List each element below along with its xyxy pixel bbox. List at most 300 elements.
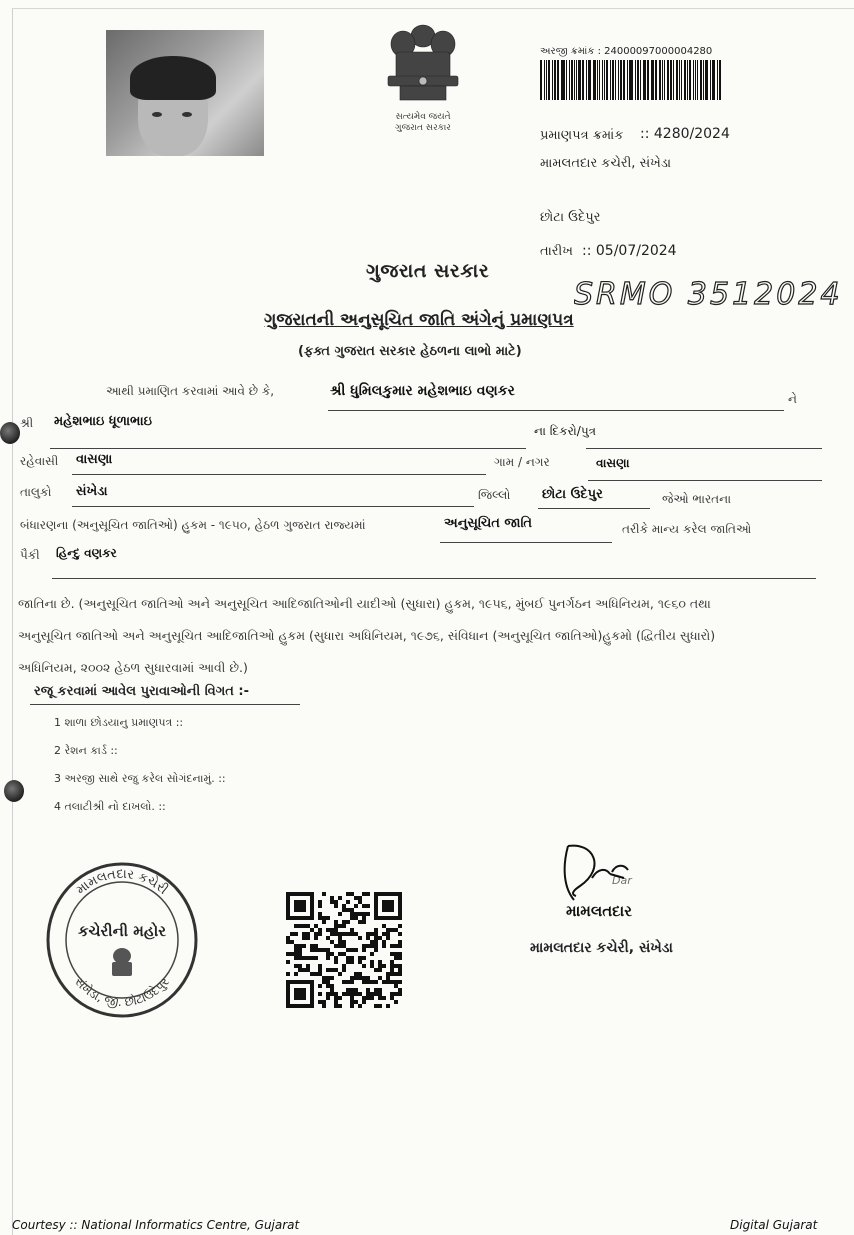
qr-module: [386, 932, 390, 936]
qr-module: [350, 912, 354, 916]
qr-module: [378, 996, 382, 1000]
qr-module: [294, 956, 298, 960]
barcode-bar: [604, 60, 605, 100]
barcode-bar: [540, 60, 542, 100]
qr-module: [306, 956, 310, 960]
qr-module: [346, 980, 350, 984]
qr-module: [362, 964, 366, 968]
qr-module: [354, 992, 358, 996]
qr-module: [350, 928, 354, 932]
qr-module: [378, 988, 382, 992]
qr-module: [290, 892, 294, 896]
qr-module: [370, 992, 374, 996]
qr-module: [286, 1004, 290, 1008]
punch-hole-top: [0, 422, 20, 444]
qr-module: [338, 996, 342, 1000]
punch-hole-bottom: [4, 780, 24, 802]
qr-module: [366, 976, 370, 980]
qr-module: [338, 952, 342, 956]
qr-module: [326, 980, 330, 984]
qr-module: [386, 976, 390, 980]
qr-module: [338, 944, 342, 948]
qr-module: [338, 896, 342, 900]
barcode-bar: [676, 60, 678, 100]
barcode-bar: [655, 60, 656, 100]
qr-module: [374, 904, 378, 908]
qr-module: [362, 912, 366, 916]
qr-module: [366, 980, 370, 984]
qr-module: [386, 908, 390, 912]
qr-module: [294, 980, 298, 984]
qr-module: [338, 924, 342, 928]
qr-module: [334, 968, 338, 972]
qr-module: [386, 1004, 390, 1008]
qr-module: [374, 988, 378, 992]
qr-module: [378, 936, 382, 940]
qr-module: [306, 916, 310, 920]
qr-module: [346, 920, 350, 924]
qr-module: [394, 972, 398, 976]
document-item: 4 તલાટીશ્રી નો દાખલો. ::: [54, 800, 166, 813]
applicant-photo: [106, 30, 264, 156]
qr-module: [358, 960, 362, 964]
qr-module: [346, 992, 350, 996]
qr-module: [390, 908, 394, 912]
qr-module: [346, 908, 350, 912]
qr-module: [334, 956, 338, 960]
legal-paragraph-line-1: જાતિના છે. (અનુસૂચિત જાતિઓ અને અનુસૂચિત આદિજાતિઓની યાદીઓ (સુધારા) હુકમ, ૧૯૫૬, મુંબઈ પુનર્ગઠન અધિનિયમ, ૧૯૬૦ તથા: [18, 596, 711, 611]
barcode-bar: [635, 60, 636, 100]
qr-module: [310, 908, 314, 912]
barcode-bar: [562, 60, 565, 100]
qr-module: [290, 916, 294, 920]
qr-module: [294, 932, 298, 936]
category-value: અનુસૂચિત જાતિ: [444, 516, 533, 531]
qr-module: [294, 908, 298, 912]
qr-module: [334, 904, 338, 908]
qr-module: [334, 928, 338, 932]
qr-module: [390, 900, 394, 904]
shri-text: શ્રી: [20, 416, 34, 430]
qr-module: [318, 964, 322, 968]
qr-code: [286, 892, 402, 1012]
qr-module: [378, 892, 382, 896]
qr-module: [394, 992, 398, 996]
qr-module: [358, 900, 362, 904]
qr-module: [298, 916, 302, 920]
barcode-bar: [612, 60, 615, 100]
qr-module: [362, 956, 366, 960]
qr-module: [342, 952, 346, 956]
qr-module: [334, 924, 338, 928]
document-item: 1 શાળા છોડયાનુ પ્રમાણપત્ર ::: [54, 716, 184, 729]
barcode-bar: [618, 60, 619, 100]
qr-module: [350, 960, 354, 964]
qr-module: [398, 944, 402, 948]
qr-module: [298, 944, 302, 948]
qr-module: [374, 908, 378, 912]
barcode-bar: [615, 60, 616, 100]
legal-paragraph-line-2: અનુસૂચિત જાતિઓ અને અનુસૂચિત આદિજાતિઓ હુકમ (સુધારા અધિનિયમ, ૧૯૭૬, સંવિધાન (અનુસૂચિત જાતિઓ)હુકમો (દ્વિતીય સુધારો): [18, 628, 716, 643]
qr-module: [350, 976, 354, 980]
qr-module: [366, 932, 370, 936]
qr-module: [310, 956, 314, 960]
qr-module: [362, 944, 366, 948]
qr-module: [342, 964, 346, 968]
qr-module: [326, 948, 330, 952]
qr-module: [310, 980, 314, 984]
qr-module: [302, 900, 306, 904]
barcode-bar: [571, 60, 573, 100]
qr-module: [398, 932, 402, 936]
qr-module: [330, 940, 334, 944]
qr-module: [358, 936, 362, 940]
father-name: મહેશભાઇ ધૂળાભાઇ: [54, 414, 152, 429]
qr-module: [382, 892, 386, 896]
barcode-bar: [589, 60, 591, 100]
qr-module: [346, 956, 350, 960]
qr-module: [386, 928, 390, 932]
qr-module: [310, 944, 314, 948]
qr-module: [326, 952, 330, 956]
qr-module: [374, 916, 378, 920]
qr-module: [350, 980, 354, 984]
signatory-office: મામલતદાર કચેરી, સંખેડા: [530, 940, 673, 956]
qr-module: [294, 916, 298, 920]
barcode-bar: [582, 60, 584, 100]
qr-module: [338, 972, 342, 976]
handwritten-reference-text: SRMO 3512024: [574, 277, 843, 312]
barcode-bar: [679, 60, 680, 100]
barcode-bar: [629, 60, 630, 100]
qr-module: [322, 976, 326, 980]
qr-module: [362, 904, 366, 908]
qr-module: [322, 1004, 326, 1008]
qr-module: [314, 956, 318, 960]
qr-module: [294, 892, 298, 896]
qr-module: [338, 1004, 342, 1008]
qr-module: [386, 900, 390, 904]
qr-module: [354, 912, 358, 916]
qr-module: [390, 980, 394, 984]
certificate-note: (ફક્ત ગુજરાત સરકાર હેઠળના લાભો માટે): [298, 344, 522, 359]
qr-module: [398, 912, 402, 916]
barcode-bar: [578, 60, 581, 100]
qr-module: [370, 960, 374, 964]
qr-module: [318, 948, 322, 952]
qr-module: [338, 940, 342, 944]
barcode-bar: [719, 60, 721, 100]
qr-module: [306, 924, 310, 928]
qr-module: [342, 920, 346, 924]
qr-module: [394, 892, 398, 896]
taluka-label: તાલુકો: [20, 485, 52, 499]
qr-module: [362, 976, 366, 980]
qr-module: [302, 956, 306, 960]
qr-module: [382, 932, 386, 936]
qr-module: [382, 904, 386, 908]
barcode-bar: [552, 60, 553, 100]
barcode-bar: [651, 60, 654, 100]
qr-module: [382, 908, 386, 912]
qr-module: [326, 928, 330, 932]
qr-module: [310, 912, 314, 916]
qr-module: [390, 928, 394, 932]
qr-module: [362, 948, 366, 952]
qr-module: [310, 992, 314, 996]
qr-module: [346, 932, 350, 936]
qr-module: [354, 988, 358, 992]
qr-module: [390, 904, 394, 908]
qr-module: [358, 896, 362, 900]
order-text: બંધારણના (અનુસૂચિત જાતિઓ) હુકમ - ૧૯૫૦, હેઠળ ગુજરાત રાજ્યમાં: [20, 518, 366, 532]
qr-module: [318, 1000, 322, 1004]
government-title: ગુજરાત સરકાર: [366, 260, 490, 282]
qr-module: [306, 980, 310, 984]
qr-module: [302, 924, 306, 928]
qr-module: [398, 952, 402, 956]
qr-module: [294, 964, 298, 968]
qr-module: [318, 928, 322, 932]
qr-module: [358, 956, 362, 960]
ne-text: ને: [788, 392, 797, 406]
qr-module: [378, 968, 382, 972]
barcode-bar: [703, 60, 704, 100]
qr-module: [394, 916, 398, 920]
qr-module: [306, 964, 310, 968]
barcode-bar: [576, 60, 577, 100]
qr-module: [354, 972, 358, 976]
qr-module: [374, 900, 378, 904]
qr-module: [298, 980, 302, 984]
qr-module: [382, 916, 386, 920]
qr-module: [382, 996, 386, 1000]
qr-module: [330, 952, 334, 956]
barcode-bar: [693, 60, 694, 100]
footer-brand: Digital Gujarat: [730, 1218, 818, 1232]
barcode-bar: [684, 60, 687, 100]
qr-module: [342, 932, 346, 936]
barcode-bar: [640, 60, 641, 100]
qr-module: [310, 904, 314, 908]
barcode-bar: [656, 60, 657, 100]
qr-module: [374, 928, 378, 932]
qr-module: [386, 904, 390, 908]
qr-module: [398, 896, 402, 900]
qr-module: [374, 980, 378, 984]
qr-module: [354, 916, 358, 920]
qr-module: [318, 900, 322, 904]
qr-module: [370, 932, 374, 936]
qr-module: [310, 916, 314, 920]
seal-emblem-icon: [112, 948, 132, 976]
qr-module: [302, 936, 306, 940]
qr-module: [350, 988, 354, 992]
certificate-number: :: 4280/2024: [640, 126, 730, 142]
qr-module: [374, 892, 378, 896]
barcode-bar: [662, 60, 663, 100]
signature-scribble: [554, 838, 644, 908]
date-label: તારીખ: [540, 244, 573, 259]
qr-module: [294, 948, 298, 952]
qr-module: [310, 988, 314, 992]
qr-module: [378, 976, 382, 980]
qr-module: [326, 984, 330, 988]
qr-module: [390, 972, 394, 976]
qr-module: [374, 992, 378, 996]
qr-module: [382, 940, 386, 944]
qr-module: [362, 996, 366, 1000]
qr-module: [362, 920, 366, 924]
qr-module: [334, 944, 338, 948]
qr-module: [366, 996, 370, 1000]
documents-title: રજૂ કરવામાં આવેલ પુરાવાઓની વિગત :-: [34, 684, 249, 699]
qr-module: [318, 984, 322, 988]
qr-module: [350, 916, 354, 920]
certificate-title: ગુજરાતની અનુસૂચિત જાતિ અંગેનું પ્રમાણપત્ર: [264, 310, 574, 330]
qr-module: [298, 924, 302, 928]
qr-module: [386, 916, 390, 920]
qr-module: [286, 984, 290, 988]
son-of-text: ના દિકરો/પુત્ર: [534, 424, 597, 438]
qr-module: [378, 1004, 382, 1008]
seal-center-text: કચેરીની મહોર: [77, 922, 167, 940]
qr-module: [330, 988, 334, 992]
qr-module: [298, 1004, 302, 1008]
qr-module: [322, 892, 326, 896]
barcode-bar: [620, 60, 622, 100]
qr-module: [334, 900, 338, 904]
qr-module: [314, 932, 318, 936]
qr-module: [294, 972, 298, 976]
barcode-bar: [647, 60, 649, 100]
qr-module: [390, 944, 394, 948]
qr-module: [374, 912, 378, 916]
qr-module: [378, 916, 382, 920]
qr-module: [358, 1004, 362, 1008]
qr-module: [318, 932, 322, 936]
qr-module: [350, 908, 354, 912]
certificate-number-label: પ્રમાણપત્ર ક્રમાંક: [540, 128, 624, 143]
barcode-bar: [717, 60, 718, 100]
qr-module: [390, 960, 394, 964]
qr-module: [318, 992, 322, 996]
qr-module: [326, 976, 330, 980]
qr-module: [322, 916, 326, 920]
qr-module: [298, 968, 302, 972]
barcode-bar: [593, 60, 596, 100]
taluka-value: સંખેડા: [76, 484, 108, 499]
application-number: અરજી ક્રમાંક : 24000097000004280: [540, 46, 713, 57]
barcode-bar: [546, 60, 547, 100]
qr-module: [302, 916, 306, 920]
barcode-bar: [630, 60, 633, 100]
barcode: [540, 60, 722, 100]
qr-module: [350, 1004, 354, 1008]
qr-module: [386, 936, 390, 940]
qr-module: [310, 972, 314, 976]
qr-module: [322, 948, 326, 952]
qr-module: [322, 980, 326, 984]
qr-module: [302, 908, 306, 912]
qr-module: [350, 996, 354, 1000]
qr-module: [326, 916, 330, 920]
barcode-bar: [687, 60, 688, 100]
qr-module: [374, 1004, 378, 1008]
qr-module: [342, 980, 346, 984]
qr-module: [306, 892, 310, 896]
qr-module: [338, 936, 342, 940]
qr-module: [370, 944, 374, 948]
issue-date: :: 05/07/2024: [582, 243, 677, 259]
qr-module: [310, 1004, 314, 1008]
je-bharat-text: જેઓ ભારતના: [662, 492, 732, 506]
qr-module: [334, 1004, 338, 1008]
qr-module: [398, 916, 402, 920]
qr-module: [378, 964, 382, 968]
barcode-bar: [569, 60, 570, 100]
qr-module: [370, 996, 374, 1000]
qr-module: [306, 932, 310, 936]
barcode-bar: [644, 60, 646, 100]
barcode-bar: [548, 60, 551, 100]
qr-module: [346, 900, 350, 904]
qr-module: [330, 976, 334, 980]
qr-module: [394, 1000, 398, 1004]
document-item: 3 અરજી સાથે રજુ કરેલ સોગંદનામું. ::: [54, 772, 226, 785]
qr-module: [386, 892, 390, 896]
qr-module: [358, 920, 362, 924]
emblem-caption-state: ગુજરાત સરકાર: [395, 123, 451, 133]
qr-module: [354, 904, 358, 908]
qr-module: [390, 968, 394, 972]
barcode-bar: [689, 60, 691, 100]
residence-label: રહેવાસી: [20, 454, 59, 468]
qr-module: [394, 964, 398, 968]
qr-module: [362, 916, 366, 920]
qr-module: [362, 1000, 366, 1004]
barcode-bar: [544, 60, 545, 100]
state-emblem: [378, 16, 468, 132]
qr-module: [310, 900, 314, 904]
qr-module: [298, 964, 302, 968]
qr-module: [386, 972, 390, 976]
header-district: છોટા ઉદેપુર: [540, 210, 601, 225]
barcode-bar: [670, 60, 673, 100]
qr-module: [318, 916, 322, 920]
qr-module: [390, 996, 394, 1000]
residence-value: વાસણા: [76, 452, 113, 467]
applicant-name: શ્રી ધુમિલકુમાર મહેશભાઇ વણકર: [330, 383, 515, 399]
qr-module: [366, 892, 370, 896]
barcode-bar: [673, 60, 674, 100]
barcode-bar: [574, 60, 575, 100]
qr-module: [350, 956, 354, 960]
qr-module: [298, 952, 302, 956]
qr-module: [386, 980, 390, 984]
qr-module: [302, 1004, 306, 1008]
seal-bottom-text: સંખેડા, જી. છોટાઉદેપુર: [71, 974, 173, 1010]
qr-module: [286, 916, 290, 920]
qr-module: [366, 992, 370, 996]
legal-paragraph: [18, 588, 830, 684]
qr-module: [370, 964, 374, 968]
qr-module: [342, 908, 346, 912]
qr-module: [382, 924, 386, 928]
qr-module: [286, 904, 290, 908]
qr-module: [326, 936, 330, 940]
qr-module: [398, 900, 402, 904]
